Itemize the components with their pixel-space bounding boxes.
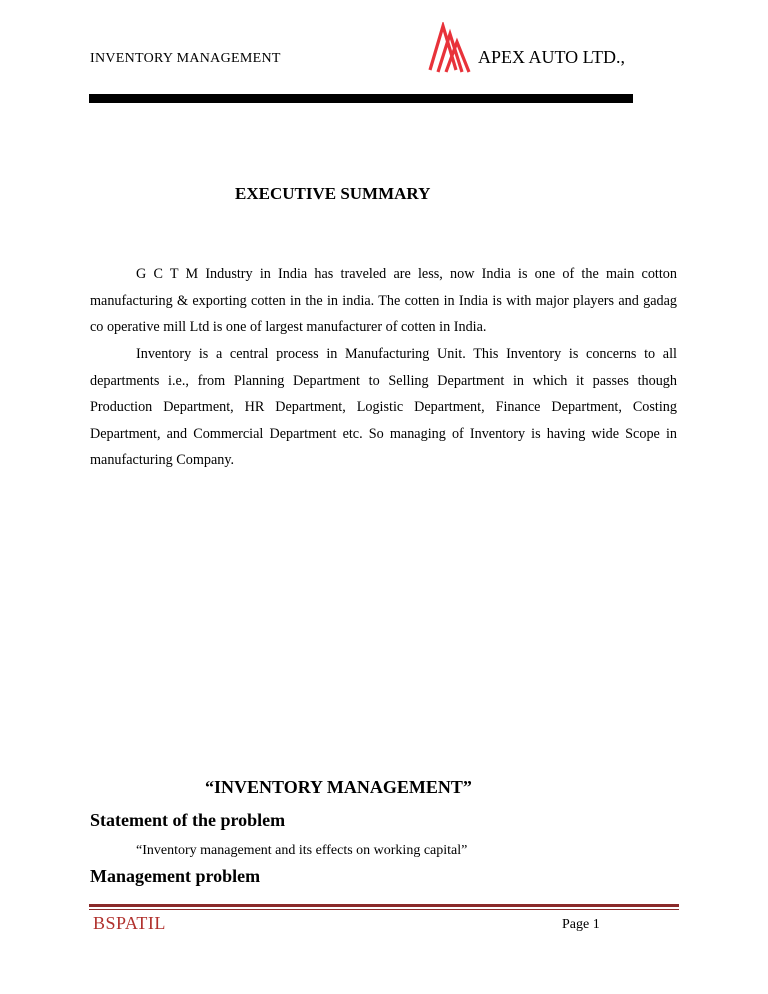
header-rule [89, 94, 633, 103]
apex-logo-icon [428, 22, 472, 74]
statement-heading: Statement of the problem [90, 810, 286, 830]
header-company-name: APEX AUTO LTD., [478, 47, 626, 67]
header-left-title: INVENTORY MANAGEMENT [90, 51, 281, 66]
statement-text: “Inventory management and its effects on working capital” [136, 843, 468, 858]
footer-author: BSPATIL [93, 913, 166, 933]
inventory-management-title: “INVENTORY MANAGEMENT” [205, 777, 472, 797]
summary-paragraph-1: G C T M Industry in India has traveled are less, now India is one of the main cotton manufacturing & exporting cotten in the in india. The cotten in India is with major players and gadag co operative mill Ltd is one of largest manufacturer of cotten in India. [90, 266, 677, 335]
footer-rule-thick [89, 904, 679, 907]
executive-summary-title: EXECUTIVE SUMMARY [235, 184, 431, 203]
summary-paragraph-2: Inventory is a central process in Manufacturing Unit. This Inventory is concerns to all departments i.e., from Planning Department to Selling Department in which it passes though Production Department, HR Department, Logistic Department, Finance Department, Costing Department, and Commercial Department etc. So managing of Inventory is having wide Scope in manufacturing Company. [90, 346, 677, 468]
management-problem-heading: Management problem [90, 866, 261, 886]
page-number: Page 1 [562, 917, 600, 932]
footer-rule-thin [89, 909, 679, 910]
